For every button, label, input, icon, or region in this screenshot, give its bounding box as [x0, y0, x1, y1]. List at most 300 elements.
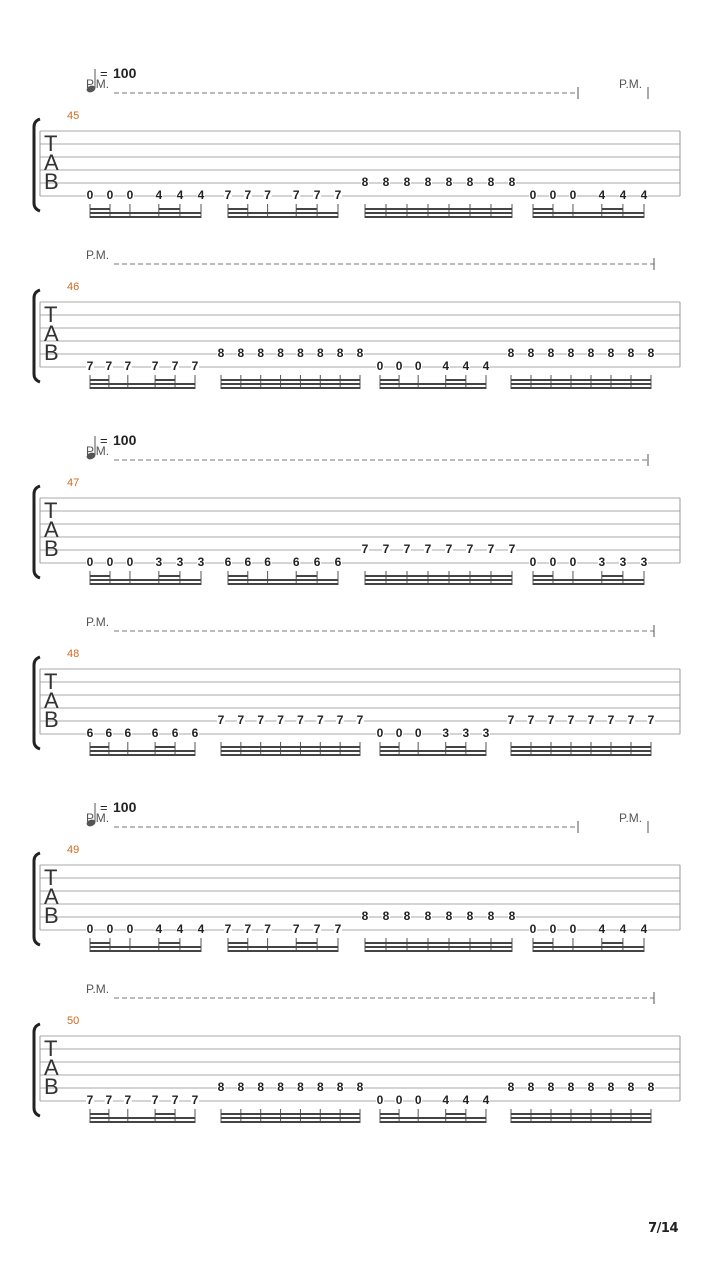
beam [159, 208, 180, 210]
beam [380, 754, 486, 756]
beam [228, 575, 248, 577]
beam [228, 579, 338, 581]
fret-number: 8 [627, 346, 635, 360]
fret-number: 7 [336, 713, 344, 727]
fret-number: 0 [569, 555, 577, 569]
beam [380, 750, 486, 752]
beam [228, 950, 338, 952]
system-bracket [34, 1024, 40, 1116]
beam [511, 387, 651, 389]
fret-number: 8 [466, 909, 474, 923]
tempo-equals: = [100, 433, 108, 448]
fret-number: 7 [224, 922, 232, 936]
note-group [224, 188, 342, 218]
fret-number: 8 [587, 346, 595, 360]
fret-number: 7 [487, 542, 495, 556]
fret-number: 8 [508, 909, 516, 923]
beam [159, 942, 180, 944]
fret-number: 8 [356, 1080, 364, 1094]
fret-number: 3 [442, 726, 450, 740]
beam [90, 583, 201, 585]
fret-number: 7 [217, 713, 225, 727]
fret-number: 7 [627, 713, 635, 727]
fret-number: 8 [403, 175, 411, 189]
system-45 [34, 65, 680, 218]
tab-clef-letter: B [44, 1074, 59, 1099]
tab-clef-letter: A [44, 884, 59, 909]
beam [90, 946, 201, 948]
fret-number: 8 [237, 1080, 245, 1094]
fret-number: 0 [414, 359, 422, 373]
fret-number: 8 [647, 1080, 655, 1094]
tempo-value: 100 [113, 799, 137, 815]
fret-number: 7 [587, 713, 595, 727]
fret-number: 7 [424, 542, 432, 556]
system-bracket [34, 290, 40, 382]
beam [155, 379, 175, 381]
fret-number: 7 [403, 542, 411, 556]
palm-mute-label: P.M. [86, 615, 110, 629]
beam [90, 387, 195, 389]
tab-clef-letter: T [44, 131, 58, 156]
fret-number: 8 [445, 909, 453, 923]
beam [380, 746, 399, 748]
beam [296, 208, 317, 210]
fret-number: 7 [191, 1093, 199, 1107]
fret-number: 0 [395, 726, 403, 740]
tab-clef-letter: T [44, 498, 58, 523]
fret-number: 7 [105, 1093, 113, 1107]
fret-number: 8 [237, 346, 245, 360]
beam [602, 942, 623, 944]
tab-clef-letter: A [44, 517, 59, 542]
fret-number: 0 [376, 1093, 384, 1107]
beam [380, 383, 486, 385]
fret-number: 8 [361, 175, 369, 189]
beam [159, 575, 180, 577]
fret-number: 8 [277, 1080, 284, 1094]
tab-clef-letter: B [44, 169, 59, 194]
tab-clef-letter: B [44, 707, 59, 732]
fret-number: 6 [191, 726, 199, 740]
beam [221, 750, 360, 752]
beam [533, 946, 644, 948]
beam [365, 208, 512, 210]
fret-number: 4 [155, 188, 163, 202]
fret-number: 7 [244, 188, 252, 202]
fret-number: 8 [356, 346, 364, 360]
palm-mute-label: P.M. [86, 982, 110, 996]
tempo-equals: = [100, 66, 108, 81]
fret-number: 8 [567, 346, 575, 360]
fret-number: 0 [86, 188, 94, 202]
fret-number: 4 [462, 359, 470, 373]
tab-clef-letter: A [44, 321, 59, 346]
beam [365, 583, 512, 585]
fret-number: 4 [619, 922, 627, 936]
fret-number: 6 [264, 555, 271, 569]
note-group [529, 555, 648, 585]
beam [90, 383, 195, 385]
fret-number: 4 [197, 922, 205, 936]
system-50 [34, 982, 680, 1123]
fret-number: 0 [529, 922, 537, 936]
palm-mute-label: P.M. [86, 444, 110, 458]
beam [511, 1121, 651, 1123]
note-group [86, 188, 205, 218]
fret-number: 4 [640, 922, 648, 936]
beam [446, 746, 466, 748]
beam [380, 387, 486, 389]
beam [155, 1113, 175, 1115]
fret-number: 7 [171, 359, 179, 373]
fret-number: 8 [507, 1080, 515, 1094]
note-group [86, 555, 205, 585]
fret-number: 4 [598, 188, 606, 202]
fret-number: 6 [313, 555, 321, 569]
fret-number: 8 [487, 175, 495, 189]
fret-number: 8 [424, 175, 432, 189]
fret-number: 0 [395, 359, 403, 373]
fret-number: 0 [126, 555, 134, 569]
fret-number: 4 [462, 1093, 470, 1107]
beam [511, 379, 651, 381]
beam [90, 754, 195, 756]
note-group [86, 359, 199, 389]
fret-number: 7 [507, 713, 515, 727]
fret-number: 8 [547, 1080, 555, 1094]
page-number: 7/14 [648, 1221, 678, 1236]
beam [511, 750, 651, 752]
note-group [529, 922, 648, 952]
fret-number: 4 [442, 1093, 450, 1107]
system-48 [34, 615, 680, 756]
fret-number: 0 [126, 922, 134, 936]
beam [221, 754, 360, 756]
beam [90, 950, 201, 952]
note-group [224, 922, 342, 952]
fret-number: 4 [176, 188, 184, 202]
fret-number: 7 [356, 713, 364, 727]
fret-number: 4 [155, 922, 163, 936]
fret-number: 7 [105, 359, 113, 373]
tab-clef-letter: A [44, 1055, 59, 1080]
fret-number: 4 [619, 188, 627, 202]
fret-number: 0 [376, 359, 384, 373]
fret-number: 7 [527, 713, 535, 727]
beam [228, 583, 338, 585]
fret-number: 4 [640, 188, 648, 202]
palm-mute-label: P.M. [619, 77, 643, 91]
fret-number: 3 [619, 555, 627, 569]
tab-clef-letter: T [44, 1036, 58, 1061]
fret-number: 7 [547, 713, 555, 727]
beam [380, 1121, 486, 1123]
fret-number: 7 [382, 542, 390, 556]
measure-number: 50 [67, 1015, 80, 1027]
system-49 [34, 799, 680, 952]
fret-number: 0 [86, 922, 94, 936]
fret-number: 7 [508, 542, 516, 556]
fret-number: 7 [86, 1093, 94, 1107]
fret-number: 8 [382, 909, 390, 923]
fret-number: 8 [445, 175, 453, 189]
beam [380, 1113, 399, 1115]
fret-number: 3 [482, 726, 490, 740]
fret-number: 8 [587, 1080, 595, 1094]
fret-number: 0 [529, 555, 537, 569]
beam [221, 379, 360, 381]
fret-number: 6 [151, 726, 159, 740]
fret-number: 4 [176, 922, 184, 936]
beam [533, 575, 553, 577]
fret-number: 6 [124, 726, 132, 740]
fret-number: 7 [361, 542, 369, 556]
beam [533, 942, 553, 944]
beam [533, 950, 644, 952]
fret-number: 0 [86, 555, 94, 569]
beam [533, 216, 644, 218]
fret-number: 6 [224, 555, 232, 569]
fret-number: 0 [549, 188, 557, 202]
fret-number: 8 [487, 909, 495, 923]
beam [90, 212, 201, 214]
fret-number: 4 [598, 922, 606, 936]
fret-number: 3 [176, 555, 184, 569]
fret-number: 8 [257, 1080, 265, 1094]
fret-number: 7 [277, 713, 284, 727]
beam [228, 208, 248, 210]
tab-clef-letter: T [44, 669, 58, 694]
fret-number: 7 [292, 188, 300, 202]
fret-number: 8 [316, 1080, 324, 1094]
tempo-value: 100 [113, 65, 137, 81]
beam [90, 579, 201, 581]
beam [90, 208, 110, 210]
note-group [224, 555, 342, 585]
fret-number: 7 [151, 1093, 159, 1107]
measure-number: 48 [67, 648, 80, 660]
beam [221, 383, 360, 385]
beam [90, 575, 110, 577]
beam [365, 575, 512, 577]
tempo-equals: = [100, 800, 108, 815]
system-bracket [34, 486, 40, 578]
note-group [376, 359, 490, 389]
beam [380, 379, 399, 381]
note-group [86, 922, 205, 952]
fret-number: 4 [442, 359, 450, 373]
beam [90, 379, 109, 381]
beam [380, 1117, 486, 1119]
beam [533, 208, 553, 210]
fret-number: 7 [567, 713, 575, 727]
fret-number: 7 [313, 188, 321, 202]
fret-number: 6 [171, 726, 179, 740]
fret-number: 8 [424, 909, 432, 923]
fret-number: 0 [376, 726, 384, 740]
note-group [86, 1093, 199, 1123]
fret-number: 0 [106, 922, 114, 936]
fret-number: 7 [224, 188, 232, 202]
tab-clef-letter: B [44, 536, 59, 561]
beam [365, 942, 512, 944]
fret-number: 8 [361, 909, 369, 923]
fret-number: 8 [217, 346, 225, 360]
beam [221, 387, 360, 389]
beam [602, 575, 623, 577]
beam [533, 212, 644, 214]
beam [90, 1117, 195, 1119]
palm-mute-label: P.M. [619, 811, 643, 825]
beam [511, 746, 651, 748]
beam [365, 579, 512, 581]
beam [228, 212, 338, 214]
fret-number: 0 [569, 188, 577, 202]
tab-clef-letter: T [44, 302, 58, 327]
fret-number: 0 [549, 922, 557, 936]
note-group [529, 188, 648, 218]
fret-number: 7 [237, 713, 245, 727]
fret-number: 8 [527, 1080, 535, 1094]
beam [90, 1121, 195, 1123]
beam [221, 746, 360, 748]
fret-number: 6 [105, 726, 113, 740]
fret-number: 8 [567, 1080, 575, 1094]
beam [90, 216, 201, 218]
fret-number: 8 [507, 346, 515, 360]
fret-number: 7 [647, 713, 655, 727]
fret-number: 8 [607, 346, 615, 360]
fret-number: 7 [124, 1093, 132, 1107]
beam [221, 1113, 360, 1115]
fret-number: 7 [334, 922, 342, 936]
fret-number: 7 [445, 542, 453, 556]
fret-number: 7 [313, 922, 321, 936]
measure-number: 45 [67, 110, 80, 122]
fret-number: 3 [155, 555, 163, 569]
beam [228, 946, 338, 948]
fret-number: 0 [414, 726, 422, 740]
fret-number: 7 [292, 922, 300, 936]
fret-number: 7 [124, 359, 132, 373]
fret-number: 8 [217, 1080, 225, 1094]
beam [446, 379, 466, 381]
beam [90, 942, 110, 944]
fret-number: 7 [191, 359, 199, 373]
fret-number: 7 [297, 713, 304, 727]
fret-number: 7 [334, 188, 342, 202]
fret-number: 6 [86, 726, 94, 740]
fret-number: 8 [336, 1080, 344, 1094]
measure-number: 47 [67, 477, 80, 489]
system-47 [34, 432, 680, 585]
beam [296, 575, 317, 577]
note-group [376, 1093, 490, 1123]
system-46 [34, 248, 680, 389]
tab-clef-letter: B [44, 340, 59, 365]
fret-number: 3 [598, 555, 606, 569]
fret-number: 8 [277, 346, 284, 360]
fret-number: 7 [151, 359, 159, 373]
fret-number: 4 [482, 1093, 490, 1107]
fret-number: 6 [334, 555, 342, 569]
fret-number: 3 [197, 555, 205, 569]
beam [155, 746, 175, 748]
fret-number: 7 [257, 713, 265, 727]
fret-number: 3 [640, 555, 648, 569]
beam [511, 754, 651, 756]
fret-number: 8 [336, 346, 344, 360]
fret-number: 0 [549, 555, 557, 569]
fret-number: 3 [462, 726, 470, 740]
fret-number: 8 [297, 346, 304, 360]
fret-number: 7 [316, 713, 324, 727]
fret-number: 7 [86, 359, 94, 373]
fret-number: 0 [414, 1093, 422, 1107]
fret-number: 0 [106, 188, 114, 202]
measure-number: 46 [67, 281, 80, 293]
palm-mute-label: P.M. [86, 77, 110, 91]
fret-number: 8 [257, 346, 265, 360]
fret-number: 8 [547, 346, 555, 360]
beam [602, 208, 623, 210]
fret-number: 7 [171, 1093, 179, 1107]
beam [221, 1117, 360, 1119]
fret-number: 4 [197, 188, 205, 202]
beam [365, 216, 512, 218]
beam [228, 216, 338, 218]
fret-number: 7 [244, 922, 252, 936]
note-group [376, 726, 490, 756]
tab-clef-letter: A [44, 688, 59, 713]
beam [90, 750, 195, 752]
system-bracket [34, 119, 40, 211]
beam [221, 1121, 360, 1123]
note-group [86, 726, 199, 756]
fret-number: 7 [466, 542, 474, 556]
beam [446, 1113, 466, 1115]
beam [228, 942, 248, 944]
fret-number: 8 [316, 346, 324, 360]
tab-clef-letter: A [44, 150, 59, 175]
beam [90, 746, 109, 748]
beam [533, 583, 644, 585]
beam [511, 383, 651, 385]
fret-number: 6 [292, 555, 300, 569]
tempo-value: 100 [113, 432, 137, 448]
palm-mute-label: P.M. [86, 811, 110, 825]
palm-mute-label: P.M. [86, 248, 110, 262]
beam [296, 942, 317, 944]
tab-clef-letter: B [44, 903, 59, 928]
fret-number: 8 [508, 175, 516, 189]
fret-number: 0 [395, 1093, 403, 1107]
fret-number: 7 [607, 713, 615, 727]
tab-clef-letter: T [44, 865, 58, 890]
fret-number: 8 [607, 1080, 615, 1094]
fret-number: 0 [529, 188, 537, 202]
fret-number: 8 [527, 346, 535, 360]
measure-number: 49 [67, 844, 80, 856]
fret-number: 0 [106, 555, 114, 569]
beam [90, 1113, 109, 1115]
fret-number: 0 [569, 922, 577, 936]
fret-number: 8 [627, 1080, 635, 1094]
fret-number: 4 [482, 359, 490, 373]
fret-number: 7 [264, 188, 271, 202]
fret-number: 7 [264, 922, 271, 936]
